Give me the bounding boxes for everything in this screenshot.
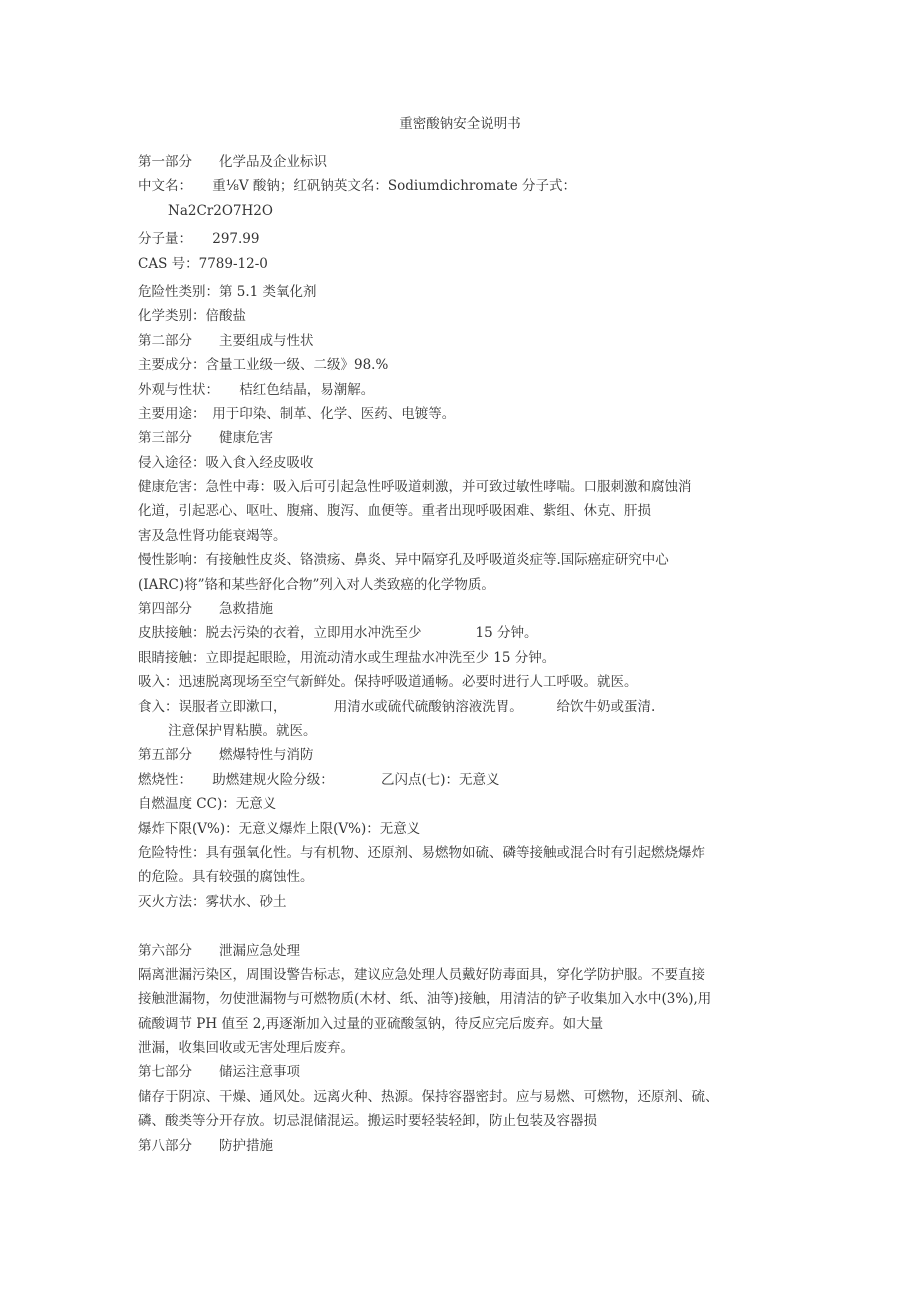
text-line: 化学类别：倍酸盐 [138,308,246,325]
text-line: 主要用途： 用于印染、制革、化学、医药、电镀等。 [138,405,456,422]
text-line: 外观与性状： 桔红色结晶，易潮解。 [138,381,375,398]
text-line: 磷、酸类等分开存放。切忌混储混运。搬运时要轻装轻卸，防止包装及容器损 [138,1113,597,1130]
text-line: 隔离泄漏污染区，周围设警告标志，建议应急处理人员戴好防毒面具，穿化学防护服。不要直接 [138,966,705,983]
text-line: 侵入途径：吸入食入经皮吸收 [138,454,314,471]
text-line: 的危险。具有较强的腐蚀性。 [138,869,314,886]
text-line: (IARC)将”铬和某些舒化合物”列入对人类致癌的化学物质。 [138,576,495,593]
text-line: 接触泄漏物，勿使泄漏物与可燃物质(木材、纸、油等)接触，用清洁的铲子收集加入水中(3%),用 [138,991,712,1008]
document-page [138,112,788,1158]
text-line: 第三部分 健康危害 [138,430,273,447]
text-line: 主要成分：含量工业级一级、二级》98.% [138,357,389,374]
text-line: 食入：误服者立即漱口， 用清水或硫代硫酸钠溶液洗胃。 给饮牛奶或蛋清. [138,698,656,715]
text-line: 化道，引起恶心、呕吐、腹痛、腹泻、血便等。重者出现呼吸困难、紫组、休克、肝损 [138,503,651,520]
document-title: 重密酸钠安全说明书 [399,116,521,132]
text-line: 泄漏，收集回收或无害处理后废弃。 [138,1040,354,1057]
text-line: 第七部分 储运注意事项 [138,1064,300,1081]
text-line: 危险特性：具有强氧化性。与有机物、还原剂、易燃物如硫、磷等接触或混合时有引起燃烧爆炸 [138,844,705,861]
text-line: Na2Cr2O7H2O [168,202,273,219]
text-line: 储存于阴凉、干燥、通风处。远离火种、热源。保持容器密封。应与易燃、可燃物，还原剂、硫、 [138,1088,719,1105]
text-line: 第五部分 燃爆特性与消防 [138,747,314,764]
text-line: 害及急性肾功能衰竭等。 [138,527,287,544]
text-line: 爆炸下限(V%)：无意义爆炸上限(V%)：无意义 [138,820,421,837]
document-body [138,150,788,1158]
text-line: 注意保护胃粘膜。就医。 [168,722,317,739]
text-line: 第八部分 防护措施 [138,1137,273,1154]
text-line: 硫酸调节 PH 值至 2,再逐渐加入过量的亚硫酸氢钠，待反应完后废弃。如大量 [138,1015,604,1032]
text-line: 吸入：迅速脱离现场至空气新鲜处。保持呼吸道通畅。必要时进行人工呼吸。就医。 [138,674,638,691]
text-line: 分子量： 297.99 [138,231,260,248]
text-line: 第二部分 主要组成与性状 [138,332,314,349]
text-line: 中文名： 重⅛V 酸钠；红矾钠英文名：Sodiumdichromate 分子式： [138,178,577,195]
text-line: CAS 号：7789-12-0 [138,255,268,272]
text-line: 健康危害：急性中毒：吸入后可引起急性呼吸道刺激，并可致过敏性哮喘。口服刺激和腐蚀消 [138,479,692,496]
text-line: 危险性类别：第 5.1 类氧化剂 [138,283,317,300]
blank-line [138,914,788,938]
text-line: 自燃温度 CC)：无意义 [138,796,277,813]
text-line: 皮肤接触：脱去污染的衣着，立即用水冲洗至少 15 分钟。 [138,625,538,642]
text-line: 慢性影响：有接触性皮炎、铬溃疡、鼻炎、异中隔穿孔及呼吸道炎症等.国际癌症研究中心 [138,552,669,569]
text-line: 眼睛接触：立即提起眼睑，用流动清水或生理盐水冲洗至少 15 分钟。 [138,649,556,666]
text-line: 第一部分 化学品及企业标识 [138,154,327,170]
text-line: 燃烧性： 助燃建规火险分级： 乙闪点(七)：无意义 [138,771,500,788]
text-line: 第六部分 泄漏应急处理 [138,942,300,959]
text-line: 第四部分 急救措施 [138,601,273,618]
text-line: 灭火方法：雾状水、砂土 [138,893,287,910]
